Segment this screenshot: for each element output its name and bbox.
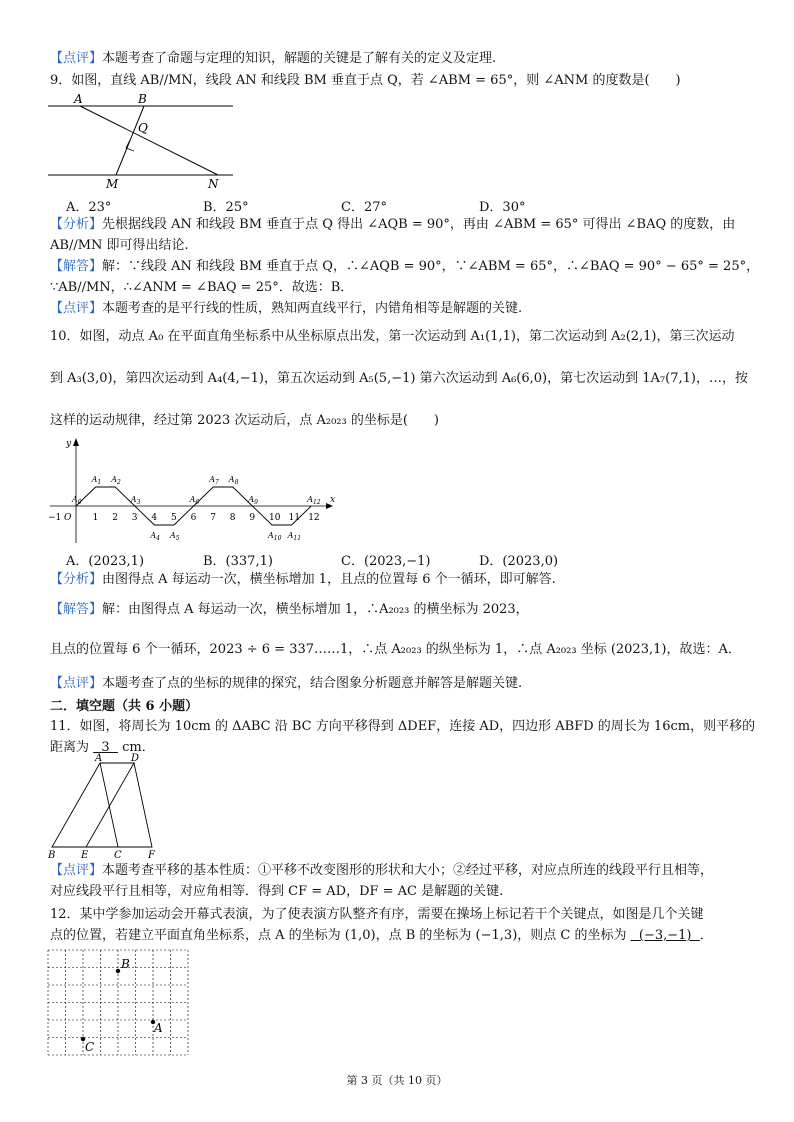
q10-x-tick-label: 9 bbox=[249, 513, 256, 523]
q10-point-label: $A_{11}$ bbox=[287, 531, 302, 542]
q10-point-label: $A_{10}$ bbox=[268, 531, 282, 542]
q10-x-tick-label: 8 bbox=[229, 513, 236, 523]
q11-label-e: E bbox=[81, 850, 89, 861]
q10-option-b: B．(337,1) bbox=[203, 554, 273, 569]
q9-label-b: B bbox=[138, 92, 147, 106]
comment-tag: 【点评】 bbox=[50, 51, 103, 66]
q10-comment: 【点评】本题考查了点的坐标的规律的探究，结合图象分析题意并解答是解题关键. bbox=[50, 676, 523, 691]
q10-point-label: $A_0$ bbox=[72, 495, 82, 506]
q9-label-n: N bbox=[208, 177, 219, 191]
q12-label-a: A bbox=[154, 1021, 163, 1035]
q12-stem-2: 点的位置，若建立平面直角坐标系，点 A 的坐标为 (1,0)，点 B 的坐标为 (−1,3)，则点 C 的坐标为 (−3,−1) ． bbox=[50, 928, 713, 943]
q10-point-label: $A_1$ bbox=[91, 475, 102, 486]
q11-stem-1: 11．如图，将周长为 10cm 的 ΔABC 沿 BC 方向平移得到 ΔDEF，连接 AD，四边形 ABFD 的周长为 16cm，则平移的 bbox=[50, 719, 756, 734]
q8-comment: 【点评】本题考查了命题与定理的知识，解题的关键是了解有关的定义及定理. bbox=[50, 51, 497, 66]
q10-stem-1: 10．如图，动点 A₀ 在平面直角坐标系中从坐标原点出发，第一次运动到 A₁(1,1)，第二次运动到 A₂(2,1)，第三次运动 bbox=[50, 329, 735, 344]
q10-x-tick-label: 12 bbox=[308, 513, 320, 523]
q10-point-label: $A_6$ bbox=[189, 495, 200, 506]
q10-x-tick-label: 5 bbox=[171, 513, 177, 523]
q10-option-d: D．(2023,0) bbox=[479, 554, 559, 569]
q10-x-tick-label: 1 bbox=[92, 513, 99, 523]
q10-axis-y: y bbox=[66, 439, 72, 449]
q12-point-b bbox=[116, 969, 120, 973]
q9-option-d: D．30° bbox=[479, 200, 526, 215]
section-2-heading: 二．填空题（共 6 小题） bbox=[50, 699, 199, 714]
q10-x-tick-label: 10 bbox=[269, 513, 281, 523]
q10-point-label: $A_2$ bbox=[111, 475, 121, 486]
q10-answer: 【解答】解：由图得点 A 每运动一次，横坐标增加 1，∴A₂₀₂₃ 的横坐标为 2023， bbox=[50, 602, 529, 617]
q10-point-label: $A_3$ bbox=[130, 495, 141, 506]
q9-label-q: Q bbox=[138, 121, 148, 135]
q10-origin: O bbox=[64, 513, 72, 523]
q9-figure bbox=[48, 92, 248, 192]
q9-option-b: B．25° bbox=[203, 200, 249, 215]
q10-analysis: 【分析】由图得点 A 每运动一次，横坐标增加 1，且点的位置每 6 个一循环，即可解答. bbox=[50, 572, 556, 587]
q10-x-tick-label: 6 bbox=[190, 513, 197, 523]
q10-option-a: A．(2023,1) bbox=[66, 554, 145, 569]
q10-answer-cont: 且点的位置每 6 个一循环，2023 ÷ 6 = 337……1，∴点 A₂₀₂₃ 的纵坐标为 1，∴点 A₂₀₂₃ 坐标 (2023,1)，故选：A． bbox=[50, 642, 741, 657]
q10-point-label: $A_8$ bbox=[228, 475, 239, 486]
q9-comment: 【点评】本题考查的是平行线的性质，熟知两直线平行，内错角相等是解题的关键. bbox=[50, 301, 523, 316]
q10-x-tick-label: 11 bbox=[288, 513, 301, 523]
q12-label-c: C bbox=[85, 1040, 95, 1054]
q10-point-label: $A_{12}$ bbox=[307, 495, 321, 506]
q10-point-label: $A_5$ bbox=[170, 531, 180, 542]
q9-option-c: C．27° bbox=[341, 200, 387, 215]
q9-analysis-cont: AB//MN 即可得出结论. bbox=[50, 238, 189, 253]
q12-answer-blank: (−3,−1) bbox=[630, 928, 700, 943]
q10-x-tick-label: 4 bbox=[151, 513, 158, 523]
q10-x-tick-label: 2 bbox=[112, 513, 118, 523]
q10-x-tick-label: 3 bbox=[131, 513, 138, 523]
q12-stem-1: 12．某中学参加运动会开幕式表演，为了使表演方队整齐有序，需要在操场上标记若干个关键点，如图是几个关键 bbox=[50, 907, 704, 922]
q11-answer-blank: 3 bbox=[93, 740, 118, 755]
q11-comment: 【点评】本题考查平移的基本性质：①平移不改变图形的形状和大小；②经过平移，对应点所连的线段平行且相等， bbox=[50, 863, 714, 878]
q12-label-b: B bbox=[121, 957, 130, 971]
q11-figure bbox=[48, 753, 178, 861]
q10-axis-x: x bbox=[330, 495, 336, 505]
q12-grid-figure bbox=[48, 950, 193, 1060]
q11-comment-cont: 对应线段平行且相等，对应角相等．得到 CF = AD，DF = AC 是解题的关键. bbox=[50, 884, 504, 899]
q10-option-c: C．(2023,−1) bbox=[341, 554, 431, 569]
q9-analysis: 【分析】先根据线段 AN 和线段 BM 垂直于点 Q 得出 ∠AQB = 90°，再由 ∠ABM = 65° 可得出 ∠BAQ 的度数，由 bbox=[50, 217, 736, 232]
q11-stem-2: 距离为 3 cm． bbox=[50, 740, 155, 755]
q11-label-c: C bbox=[114, 850, 122, 861]
q11-label-d: D bbox=[131, 753, 140, 764]
q10-figure bbox=[48, 438, 348, 548]
page-footer: 第 3 页（共 10 页） bbox=[346, 1074, 448, 1087]
q9-answer: 【解答】解：∵线段 AN 和线段 BM 垂直于点 Q，∴∠AQB = 90°，∵∠ABM = 65°，∴∠BAQ = 90° − 65° = 25°， bbox=[50, 259, 760, 274]
q9-answer-cont: ∵AB//MN，∴∠ANM = ∠BAQ = 25°．故选：B． bbox=[50, 280, 354, 295]
q11-label-f: F bbox=[148, 850, 155, 861]
q10-point-label: $A_9$ bbox=[248, 495, 259, 506]
q10-x-tick-label: 7 bbox=[210, 513, 216, 523]
q10-point-label: $A_7$ bbox=[209, 475, 219, 486]
q11-label-b: B bbox=[48, 850, 56, 861]
q9-stem: 9．如图，直线 AB//MN，线段 AN 和线段 BM 垂直于点 Q，若 ∠ABM = 65°，则 ∠ANM 的度数是( ) bbox=[50, 73, 681, 88]
q9-label-a: A bbox=[74, 92, 83, 106]
q10-stem-3: 这样的运动规律，经过第 2023 次运动后，点 A₂₀₂₃ 的坐标是( ) bbox=[50, 413, 439, 428]
q10-point-label: $A_4$ bbox=[150, 531, 161, 542]
q11-label-a: A bbox=[95, 753, 103, 764]
q9-label-m: M bbox=[106, 177, 119, 191]
q10-stem-2: 到 A₃(3,0)，第四次运动到 A₄(4,−1)，第五次运动到 A₅(5,−1) 第六次运动到 A₆(6,0)，第七次运动到 1A₇(7,1)，…，按 bbox=[50, 371, 748, 386]
q9-option-a: A．23° bbox=[66, 200, 112, 215]
q10-neg-one: −1 bbox=[48, 513, 62, 523]
